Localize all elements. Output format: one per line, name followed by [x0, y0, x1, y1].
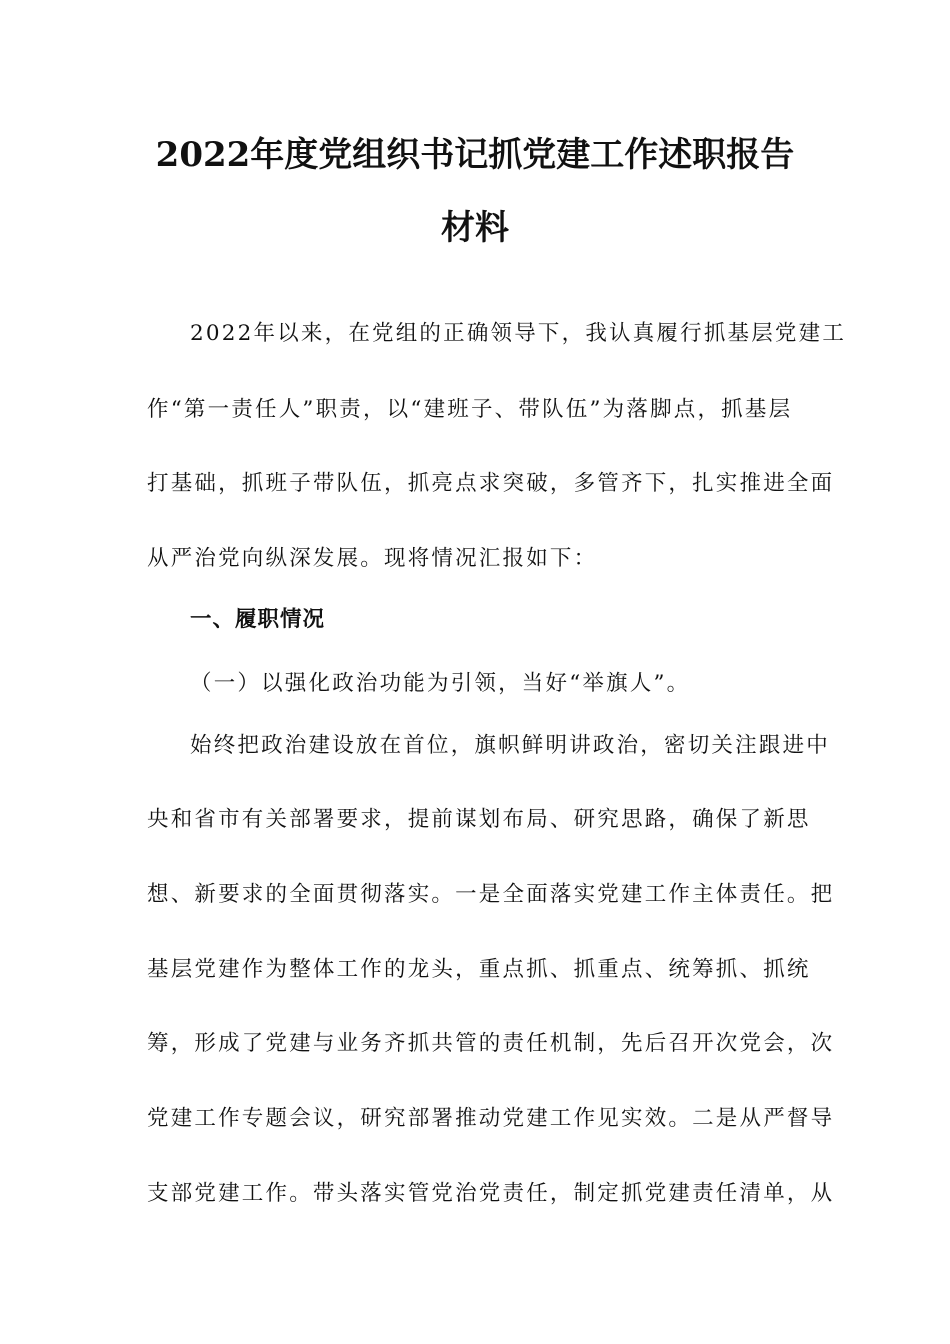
- subsection-heading: （一）以强化政治功能为引领，当好“举旗人”。: [190, 671, 691, 696]
- paragraph-line: 从严治党向纵深发展。现将情况汇报如下：: [147, 546, 598, 571]
- paragraph-line: 始终把政治建设放在首位，旗帜鲜明讲政治，密切关注跟进中: [190, 733, 830, 758]
- paragraph-line: 打基础，抓班子带队伍，抓亮点求突破，多管齐下，扎实推进全面: [147, 471, 835, 496]
- paragraph-line: 基层党建作为整体工作的龙头，重点抓、抓重点、统筹抓、抓统: [147, 957, 811, 982]
- paragraph-line: 央和省市有关部署要求，提前谋划布局、研究思路，确保了新思: [147, 807, 811, 832]
- paragraph-line: 支部党建工作。带头落实管党治党责任，制定抓党建责任清单，从: [147, 1181, 835, 1206]
- paragraph-line: 党建工作专题会议，研究部署推动党建工作见实效。二是从严督导: [147, 1106, 835, 1131]
- paragraph-line: 想、新要求的全面贯彻落实。一是全面落实党建工作主体责任。把: [147, 882, 835, 907]
- paragraph-line: 2022年以来，在党组的正确领导下，我认真履行抓基层党建工: [190, 321, 847, 346]
- document-title-line-2: 材料: [441, 208, 509, 248]
- section-heading: 一、履职情况: [190, 607, 326, 632]
- paragraph-line: 作“第一责任人”职责，以“建班子、带队伍”为落脚点，抓基层: [147, 397, 793, 422]
- paragraph-line: 筹，形成了党建与业务齐抓共管的责任机制，先后召开次党会，次: [147, 1031, 835, 1056]
- document-title-line-1: 2022年度党组织书记抓党建工作述职报告: [155, 135, 795, 175]
